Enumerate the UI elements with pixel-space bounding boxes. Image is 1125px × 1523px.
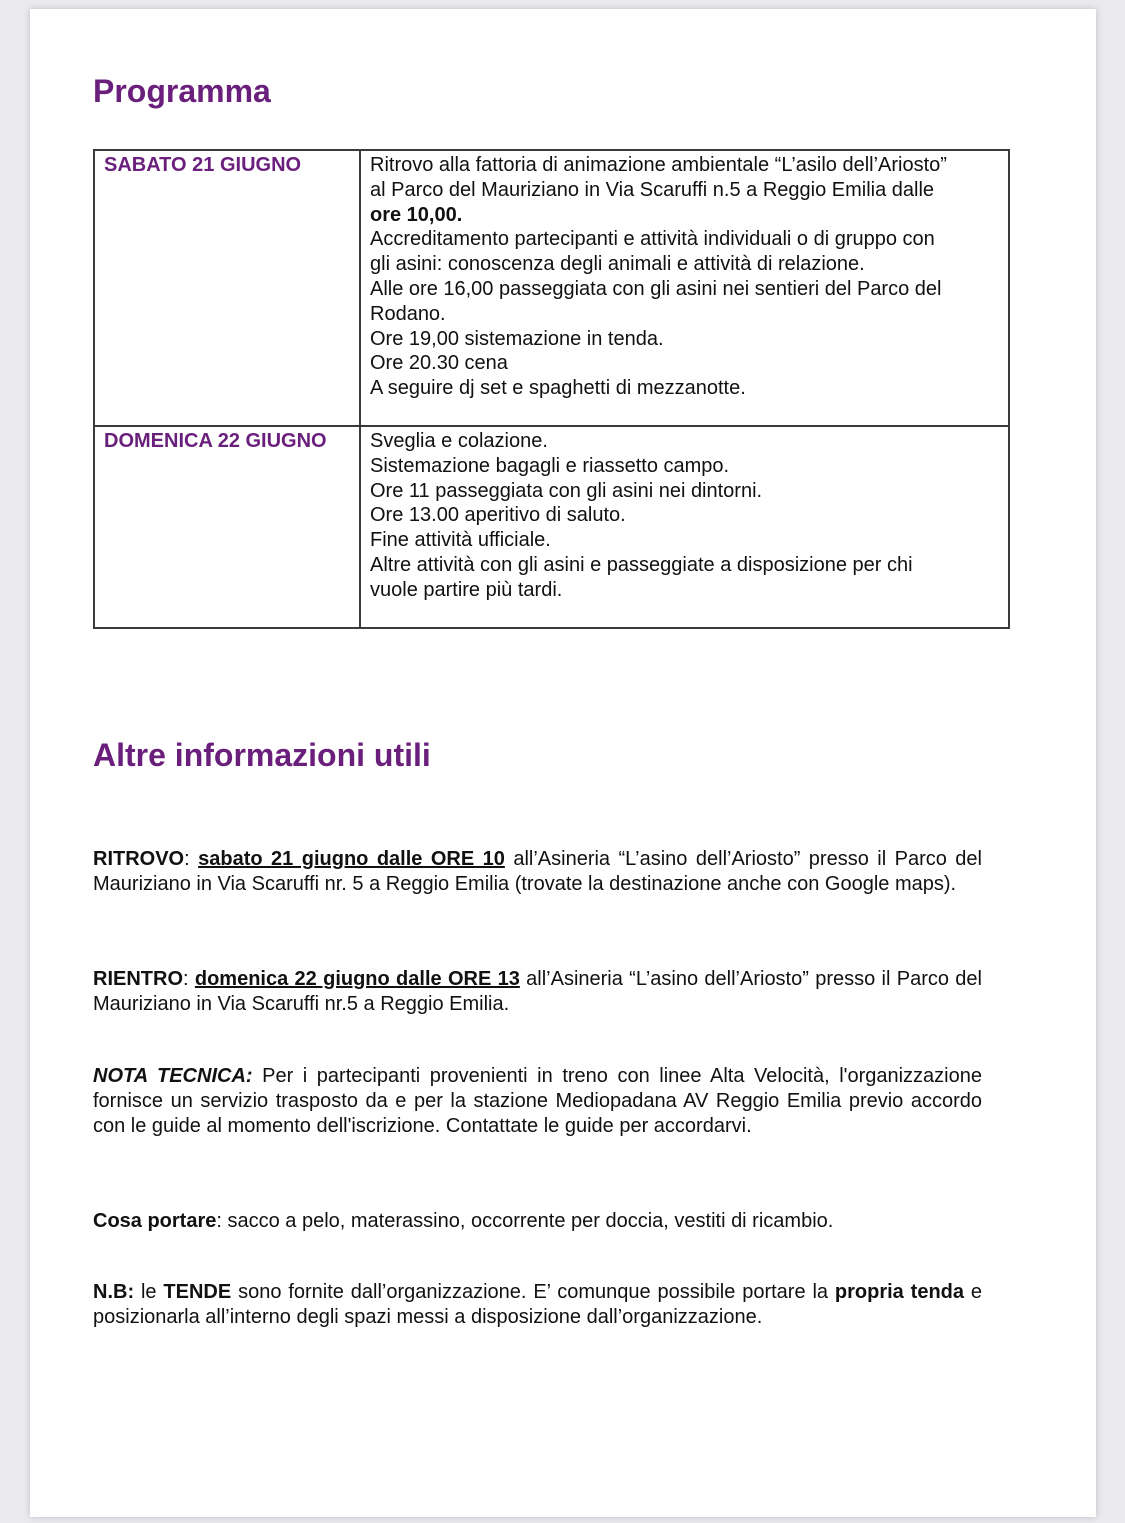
saturday-line-time: ore 10,00. (370, 203, 463, 226)
sunday-line: vuole partire più tardi. (370, 578, 563, 601)
ritrovo-when: sabato 21 giugno dalle ORE 10 (198, 848, 505, 870)
rientro-paragraph (93, 967, 982, 1017)
nb-text-2: sono fornite dall’organizzazione. E’ comunque possibile portare la (231, 1281, 835, 1303)
day-cell-sunday: DOMENICA 22 GIUGNO (94, 426, 360, 628)
rientro-label: RIENTRO (93, 968, 183, 990)
nb-label: N.B: (93, 1281, 135, 1303)
nb-propria-tenda: propria tenda (834, 1281, 964, 1303)
saturday-line: Alle ore 16,00 passeggiata con gli asini nei sentieri del Parco del (370, 277, 942, 300)
saturday-line: A seguire dj set e spaghetti di mezzanotte. (370, 377, 746, 400)
saturday-line: Ritrovo alla fattoria di animazione ambientale “L’asilo dell’Ariosto” (370, 154, 947, 176)
nb-text-1: le (134, 1281, 164, 1303)
saturday-line: al Parco del Mauriziano in Via Scaruffi n.5 a Reggio Emilia dalle (370, 178, 935, 201)
nb-paragraph (93, 1280, 982, 1330)
saturday-line: Accreditamento partecipanti e attività individuali o di gruppo con (370, 228, 935, 251)
document-page (30, 9, 1096, 1517)
saturday-line: Rodano. (370, 302, 446, 325)
nota-tecnica-text: Per i partecipanti provenienti in treno con linee Alta Velocità, l'organizzazione fornisce un servizio trasposto da e per la stazione Mediopadana AV Reggio Emilia previo accordo con le guide al momento dell'iscrizione. Contattate le guide per accordarvi. (93, 1065, 982, 1137)
nota-tecnica-label: NOTA TECNICA: (93, 1065, 253, 1087)
sunday-line: Sistemazione bagagli e riassetto campo. (370, 454, 730, 477)
ritrovo-text: all’Asineria “L’asino dell’Ariosto” presso il Parco del Mauriziano in Via Scaruffi nr. 5 a Reggio Emilia (trovate la destinazione anche con Google maps). (93, 848, 982, 895)
rientro-separator: : (183, 968, 195, 990)
nota-tecnica-paragraph (93, 1064, 982, 1138)
sunday-line: Ore 13.00 aperitivo di saluto. (370, 504, 626, 527)
info-title: Altre informazioni utili (93, 737, 431, 773)
programma-title: Programma (93, 73, 271, 109)
sunday-line: Fine attività ufficiale. (370, 529, 551, 552)
cosa-portare-paragraph (93, 1209, 982, 1234)
table-row-saturday (94, 150, 1009, 426)
nb-text-3: e posizionarla all’interno degli spazi messi a disposizione dall’organizzazione. (93, 1281, 982, 1328)
sunday-line: Altre attività con gli asini e passeggiate a disposizione per chi (370, 553, 913, 576)
cosa-portare-text: : sacco a pelo, materassino, occorrente per doccia, vestiti di ricambio. (216, 1210, 834, 1232)
rientro-text: all’Asineria “L’asino dell’Ariosto” presso il Parco del Mauriziano in Via Scaruffi nr.5 a Reggio Emilia. (93, 968, 982, 1015)
nb-tende: TENDE (163, 1281, 232, 1303)
program-table (93, 149, 1010, 629)
sunday-line: Ore 11 passeggiata con gli asini nei dintorni. (370, 479, 763, 502)
table-row-sunday (94, 426, 1009, 628)
ritrovo-paragraph (93, 847, 982, 897)
saturday-line: Ore 20.30 cena (370, 352, 508, 375)
saturday-line: Ore 19,00 sistemazione in tenda. (370, 327, 664, 350)
cosa-portare-label: Cosa portare (93, 1210, 217, 1232)
details-cell-sunday (360, 426, 1009, 628)
ritrovo-label: RITROVO (93, 848, 185, 870)
details-cell-saturday (360, 150, 1009, 426)
ritrovo-separator: : (184, 848, 199, 870)
saturday-line: gli asini: conoscenza degli animali e attività di relazione. (370, 253, 865, 276)
day-cell-saturday: SABATO 21 GIUGNO (94, 150, 360, 426)
sunday-line: Sveglia e colazione. (370, 430, 548, 452)
rientro-when: domenica 22 giugno dalle ORE 13 (194, 968, 520, 990)
